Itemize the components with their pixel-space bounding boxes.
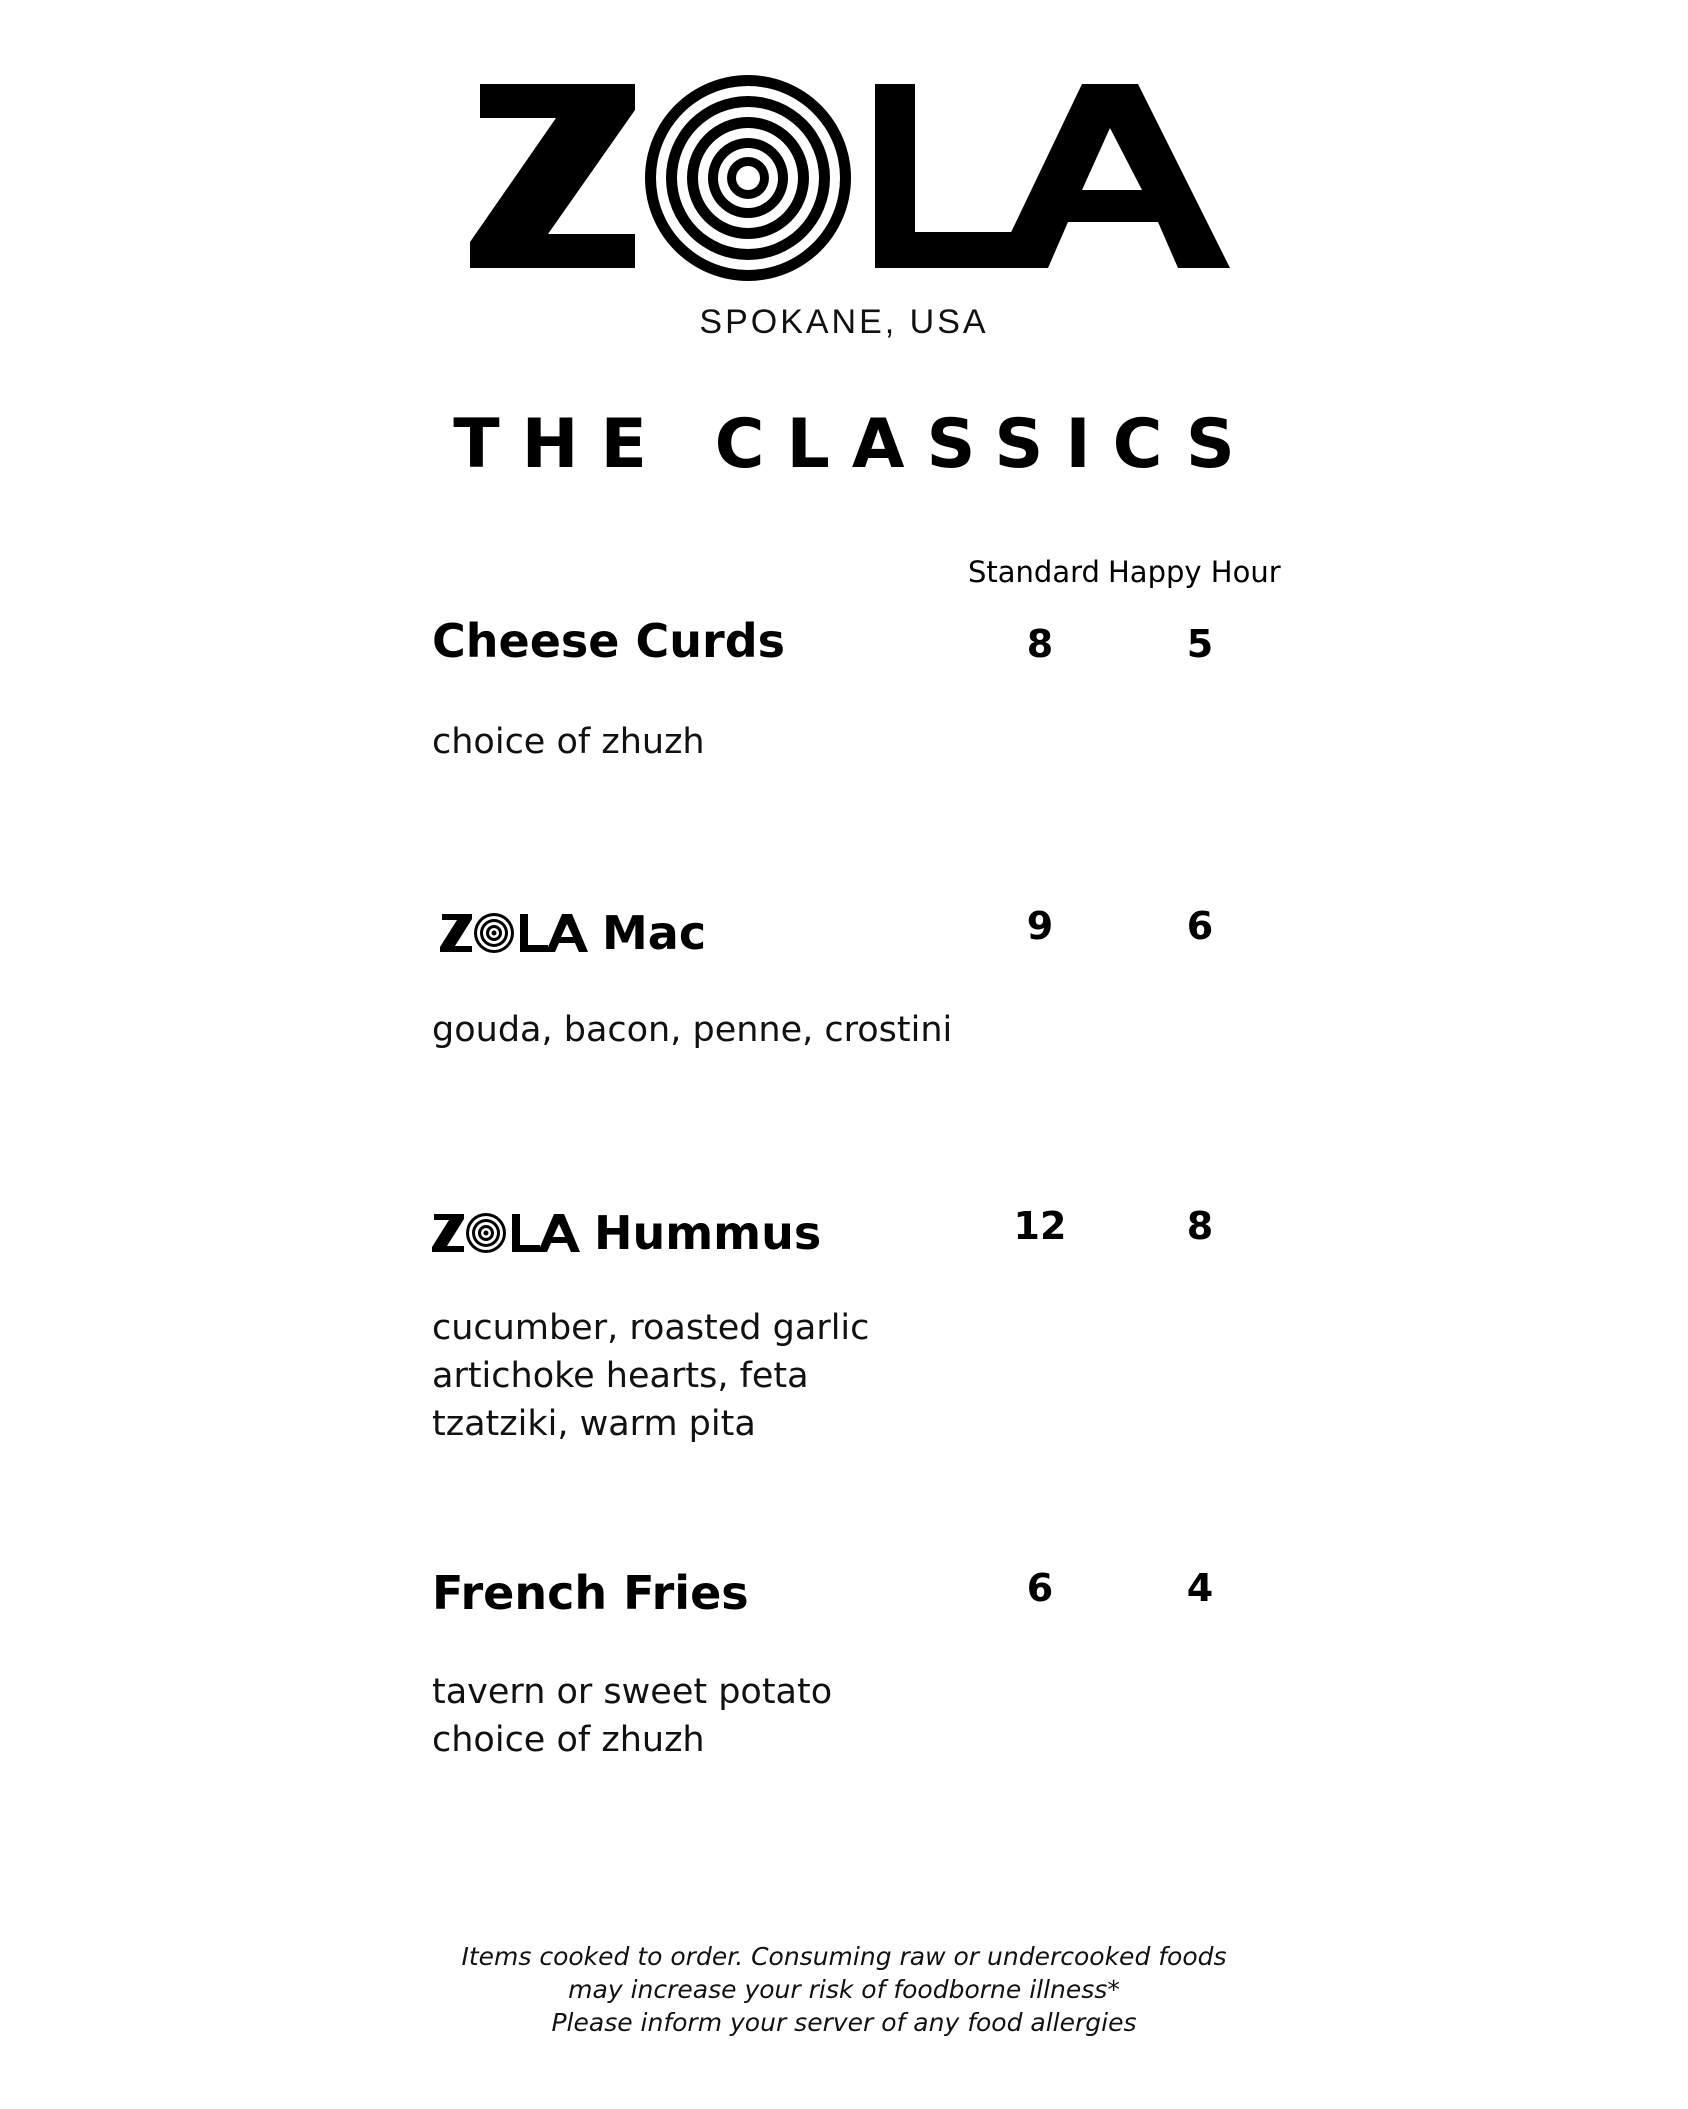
- description-line: artichoke hearts, feta: [432, 1356, 809, 1396]
- menu-item-name: [432, 614, 785, 668]
- description-line: cucumber, roasted garlic: [432, 1308, 870, 1348]
- menu-item-description: [432, 718, 705, 766]
- price-standard: 8: [1026, 622, 1054, 666]
- zola-mini-logo: [440, 911, 588, 955]
- footer-line: Items cooked to order. Consuming raw or undercooked foods: [461, 1942, 1227, 1971]
- menu-item-description: [432, 1304, 869, 1448]
- zola-logo: [470, 70, 1230, 285]
- footer-disclaimer: [0, 1940, 1688, 2039]
- item-name-text: Hummus: [594, 1206, 822, 1260]
- item-name-text: Mac: [602, 906, 707, 960]
- description-line: choice of zhuzh: [432, 1720, 705, 1760]
- column-header-happy-hour: Happy Hour: [1108, 555, 1281, 589]
- menu-item-description: [432, 1668, 832, 1764]
- footer-line: may increase your risk of foodborne illness*: [568, 1975, 1120, 2004]
- menu-item-description: [432, 1006, 952, 1054]
- item-name-text: Cheese Curds: [432, 614, 785, 668]
- zola-mini-logo: [432, 1211, 580, 1255]
- price-happy-hour: 8: [1186, 1204, 1214, 1248]
- section-title: THE CLASSICS: [453, 405, 1257, 484]
- price-standard: 9: [1026, 904, 1054, 948]
- menu-item-name: [432, 1206, 821, 1260]
- column-header-standard: Standard: [968, 555, 1100, 589]
- location-text: SPOKANE, USA: [699, 303, 989, 341]
- footer-line: Please inform your server of any food allergies: [551, 2008, 1137, 2037]
- price-standard: 6: [1026, 1566, 1054, 1610]
- price-standard: 12: [1013, 1204, 1067, 1248]
- price-happy-hour: 5: [1186, 622, 1214, 666]
- description-line: gouda, bacon, penne, crostini: [432, 1010, 953, 1050]
- item-name-text: French Fries: [432, 1566, 749, 1620]
- price-happy-hour: 4: [1186, 1566, 1214, 1610]
- menu-item-name: [432, 1566, 749, 1620]
- price-happy-hour: 6: [1186, 904, 1214, 948]
- description-line: choice of zhuzh: [432, 722, 705, 762]
- menu-item-name: [440, 906, 706, 960]
- description-line: tavern or sweet potato: [432, 1672, 833, 1712]
- description-line: tzatziki, warm pita: [432, 1404, 756, 1444]
